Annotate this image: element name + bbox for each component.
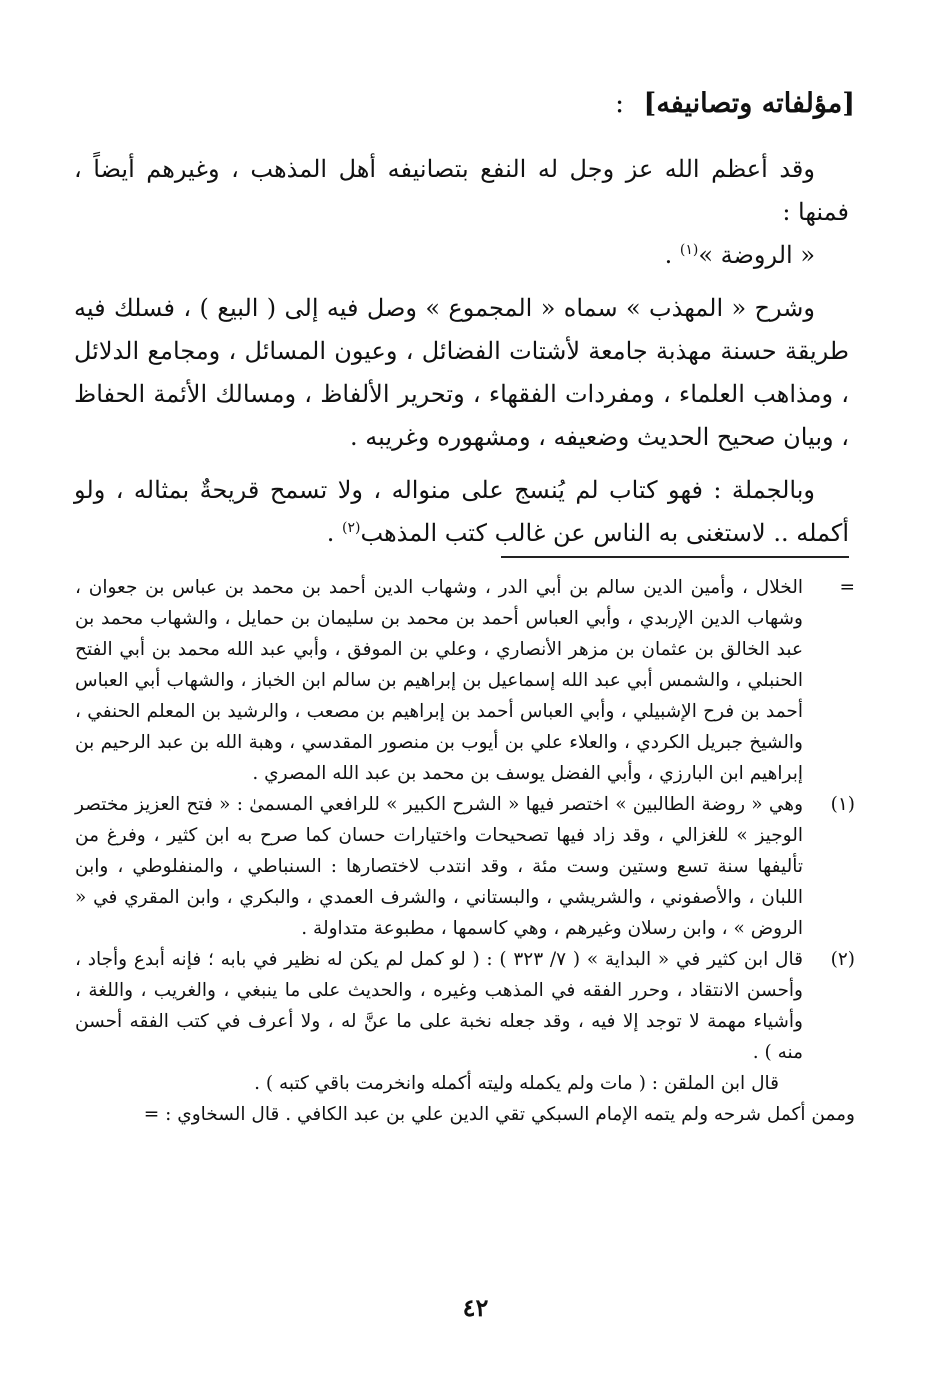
footnote-ref-1[interactable]: (١) bbox=[679, 242, 699, 258]
footnote-continued-marker: = bbox=[839, 577, 855, 598]
footnote-2-text: قال ابن كثير في « البداية » ( ٧/ ٣٢٣ ) : ( لو كمل لم يكن له نظير في بابه ؛ فإنه أبدع وأجاد ، وأحسن الانتقاد ، وحرر الفقه في المذهب وغيره ، والحديث على ما ينبغي ، والغريب ، واللغة ، وأشياء مهمة لا توجد إلا فيه ، وقد جعله نخبة على ما عنَّ له ، ولا أعرف في كتب الفقه أحسن منه ) . bbox=[75, 949, 803, 1063]
footnote-continued bbox=[75, 572, 855, 789]
section-heading bbox=[615, 88, 855, 119]
footnote-1 bbox=[75, 789, 855, 944]
main-text bbox=[74, 148, 849, 555]
paragraph-rawda bbox=[74, 234, 849, 277]
footnote-continued-text: الخلال ، وأمين الدين سالم بن أبي الدر ، وشهاب الدين أحمد بن محمد بن عباس بن جعوان ، وشهاب الدين الإربدي ، وأبي العباس أحمد بن محمد بن سليمان بن حمايل ، والشهاب محمد بن عبد الخالق بن عثمان بن مزهر الأنصاري ، وعلي بن الموفق ، وأبي عبد الله محمد بن أبي الفتح الحنبلي ، والشمس أبي عبد الله إسماعيل بن إبراهيم بن سالم ابن الخباز ، والشهاب أبي العباس أحمد بن فرح الإشبيلي ، وأبي العباس أحمد بن إبراهيم بن مصعب ، والرشيد بن المعلم الحنفي ، والشيخ جبريل الكردي ، والعلاء علي بن أيوب بن منصور المقدسي ، وهبة الله بن عبد الرحيم بن إبراهيم ابن البارزي ، وأبي الفضل يوسف بن محمد بن عبد الله المصري . bbox=[75, 577, 803, 784]
section-heading-colon: : bbox=[615, 88, 625, 119]
rawda-title: « الروضة » bbox=[698, 241, 815, 269]
paragraph-majmu bbox=[74, 287, 849, 459]
footnotes bbox=[75, 572, 855, 1130]
paragraph-works-intro-text: وقد أعظم الله عز وجل له النفع بتصانيفه أهل المذهب ، وغيرهم أيضاً ، فمنها : bbox=[74, 155, 849, 226]
paragraph-works-intro bbox=[74, 148, 849, 234]
section-heading-title: [مؤلفاته وتصانيفه] bbox=[643, 88, 855, 119]
footnote-1-text: وهي « روضة الطالبين » اختصر فيها « الشرح الكبير » للرافعي المسمىٰ : « فتح العزيز مختصر الوجيز » للغزالي ، وقد زاد فيها تصحيحات واختيارات حسان كما صرح به ابن كثير ، وفرغ من تأليفها سنة تسع وستين وست مئة ، وقد انتدب لاختصارها : السنباطي ، والمنفلوطي ، وابن اللبان ، والأصفوني ، والشريشي ، والبستاني ، والشرف العمدي ، والبكري ، وابن المقري في « الروض » ، وابن رسلان وغيرهم ، وهي كاسمها ، مطبوعة متداولة . bbox=[75, 794, 803, 939]
paragraph-majmu-text: وشرح « المهذب » سماه « المجموع » وصل فيه إلى ( البيع ) ، فسلك فيه طريقة حسنة مهذبة جامعة لأشتات الفضائل ، وعيون المسائل ، ومجامع الدلائل ، ومذاهب العلماء ، ومفردات الفقهاء ، وتحرير الألفاظ ، ومسالك الأئمة الحفاظ ، وبيان صحيح الحديث وضعيفه ، ومشهوره وغريبه . bbox=[74, 294, 849, 451]
footnote-1-marker: (١) bbox=[830, 794, 855, 815]
footnote-2-quote: قال ابن الملقن : ( مات ولم يكمله وليته أكمله وانخرمت باقي كتبه ) . bbox=[254, 1073, 779, 1094]
footnote-2 bbox=[75, 944, 855, 1130]
footnote-ref-2[interactable]: (٢) bbox=[341, 520, 361, 536]
footnote-2-marker: (٢) bbox=[830, 949, 855, 970]
page-number: ٤٢ bbox=[462, 1293, 489, 1322]
footnote-separator bbox=[501, 556, 849, 558]
footnote-2-trail: وممن أكمل شرحه ولم يتمه الإمام السبكي تقي الدين علي بن عبد الكافي . قال السخاوي : = bbox=[143, 1104, 855, 1125]
paragraph-summary bbox=[74, 469, 849, 555]
paragraph-summary-end: . bbox=[326, 519, 342, 547]
rawda-end: . bbox=[664, 241, 680, 269]
paragraph-summary-text: وبالجملة : فهو كتاب لم يُنسج على منواله ، ولا تسمح قريحةٌ بمثاله ، ولو أكمله .. لاستغنى به الناس عن غالب كتب المذهب bbox=[74, 476, 849, 547]
